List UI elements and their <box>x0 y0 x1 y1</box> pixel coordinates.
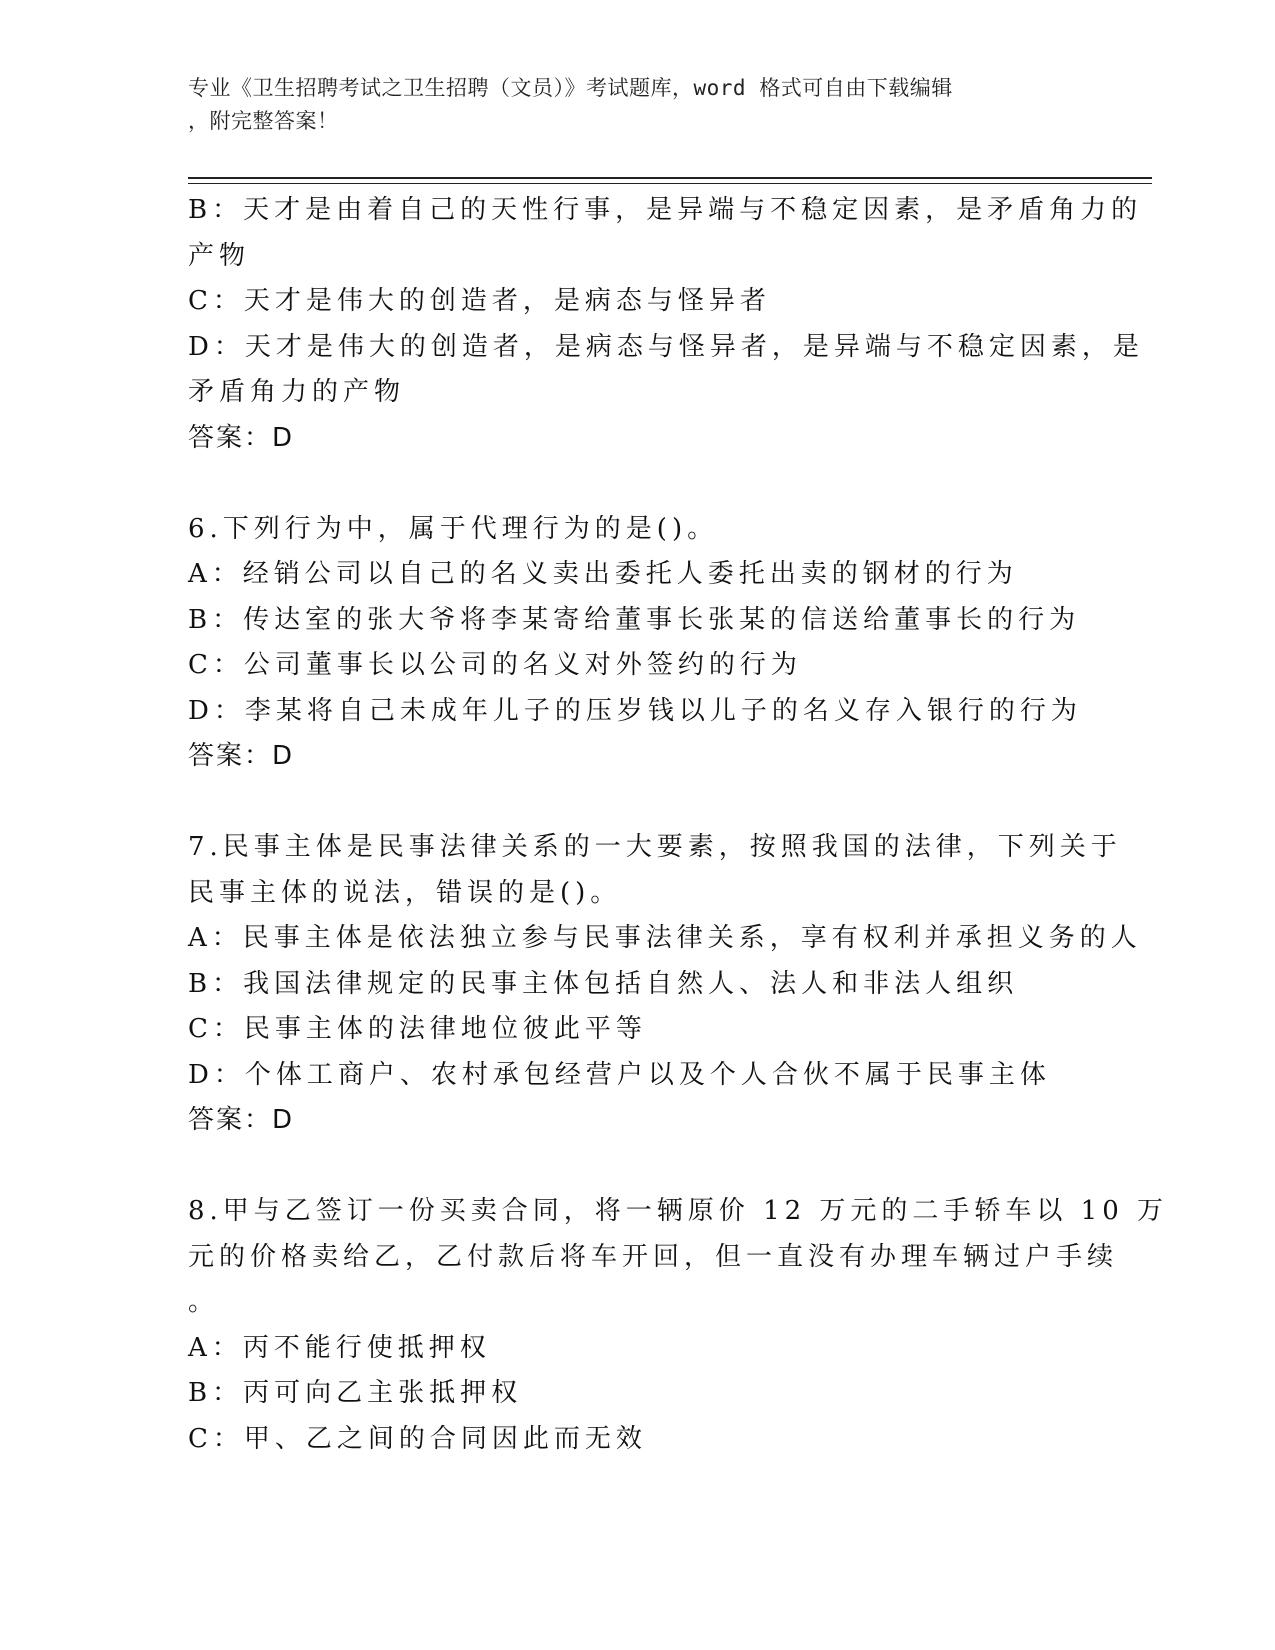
option-d-line: D：个体工商户、农村承包经营户以及个人合伙不属于民事主体 <box>188 1059 1051 1090</box>
option-b-continuation: 产物 <box>188 240 251 271</box>
answer-line: 答案：D <box>188 1105 295 1135</box>
spacer <box>188 461 1088 507</box>
spacer <box>188 780 1088 826</box>
answer-line: 答案：D <box>188 422 295 453</box>
option-c-line: C：民事主体的法律地位彼此平等 <box>188 1014 647 1044</box>
header-title-line: 专业《卫生招聘考试之卫生招聘（文员）》考试题库，word 格式可自由下载编辑 <box>188 76 953 100</box>
question-8 <box>188 1189 1169 1462</box>
header-divider-thick <box>188 177 1152 179</box>
option-b-line: B：我国法律规定的民事主体包括自然人、法人和非法人组织 <box>188 968 1019 999</box>
question-stem-continuation: 民事主体的说法，错误的是()。 <box>188 877 622 908</box>
question-stem: 8.甲与乙签订一份买卖合同，将一辆原价 12 万元的二手轿车以 10 万 <box>188 1196 1169 1226</box>
spacer <box>188 1144 1088 1190</box>
option-d-line: D：李某将自己未成年儿子的压岁钱以儿子的名义存入银行的行为 <box>188 695 1082 726</box>
question-stem-continuation: 元的价格卖给乙，乙付款后将车开回，但一直没有办理车辆过户手续 <box>188 1241 1119 1272</box>
question-stem: 6.下列行为中，属于代理行为的是()。 <box>188 513 719 544</box>
question-stem: 7.民事主体是民事法律关系的一大要素，按照我国的法律，下列关于 <box>188 832 1122 862</box>
document-header <box>188 72 1068 138</box>
option-d-continuation: 矛盾角力的产物 <box>188 377 406 407</box>
question-6 <box>188 507 1088 780</box>
option-b-line: B：传达室的张大爷将李某寄给董事长张某的信送给董事长的行为 <box>188 604 1081 635</box>
question-5-tail <box>188 188 1144 461</box>
question-content <box>188 188 1169 1462</box>
option-b-line: B：天才是由着自己的天性行事，是异端与不稳定因素，是矛盾角力的 <box>188 195 1143 225</box>
option-b-line: B：丙可向乙主张抵押权 <box>188 1378 523 1408</box>
question-stem-end: 。 <box>188 1287 220 1317</box>
option-a-line: A：民事主体是依法独立参与民事法律关系，享有权利并承担义务的人 <box>188 923 1142 953</box>
answer-line: 答案：D <box>188 741 295 771</box>
option-a-line: A：经销公司以自己的名义卖出委托人委托出卖的钢材的行为 <box>188 559 1018 589</box>
header-title-continuation: ，附完整答案！ <box>188 109 339 133</box>
option-c-line: C：公司董事长以公司的名义对外签约的行为 <box>188 650 802 680</box>
option-d-line: D：天才是伟大的创造者，是病态与怪异者，是异端与不稳定因素，是 <box>188 331 1144 362</box>
option-a-line: A：丙不能行使抵押权 <box>188 1332 491 1363</box>
option-c-line: C：甲、乙之间的合同因此而无效 <box>188 1423 647 1454</box>
option-c-line: C：天才是伟大的创造者，是病态与怪异者 <box>188 286 771 316</box>
question-7 <box>188 825 1142 1144</box>
header-divider-thin <box>188 183 1152 184</box>
